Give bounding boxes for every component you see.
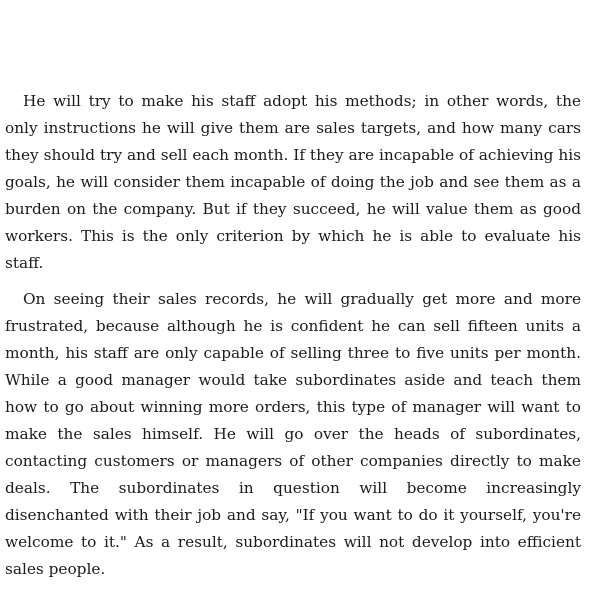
- document-body: [5, 88, 581, 592]
- paragraph-2: On seeing their sales records, he will gradually get more and more frustrated, because although he is confident he can sell fifteen units a month, his staff are only capable of selling three to five units per month. While a good manager would take subordinates aside and teach them how to go about winning more orders, this type of manager will want to make the sales himself. He will go over the heads of subordinates, contacting customers or managers of other companies directly to make deals. The subordinates in question will become increasingly disenchanted with their job and say, "If you want to do it yourself, you're welcome to it." As a result, subordinates will not develop into efficient sales people.: [5, 290, 581, 578]
- paragraph-1: He will try to make his staff adopt his methods; in other words, the only instructions he will give them are sales targets, and how many cars they should try and sell each month. If they are incapable of achieving his goals, he will consider them incapable of doing the job and see them as a burden on the company. But if they succeed, he will value them as good workers. This is the only criterion by which he is able to evaluate his staff.: [5, 92, 581, 272]
